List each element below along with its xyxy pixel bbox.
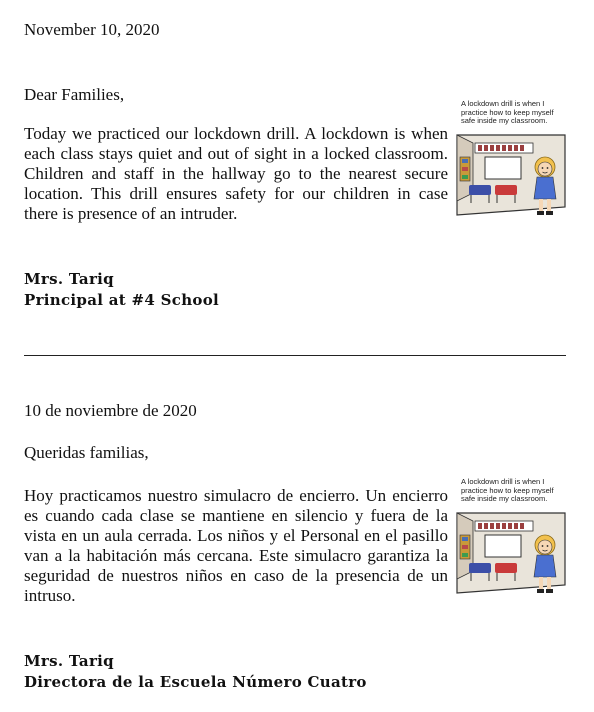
letter-date: November 10, 2020 xyxy=(24,20,160,39)
classroom-drawing-icon xyxy=(455,129,567,221)
signature-title: Principal at #4 School xyxy=(24,291,220,309)
illustration-caption: A lockdown drill is when I practice how to keep myself safe inside my classroom. xyxy=(461,99,554,125)
illustration-caption-es: A lockdown drill is when I practice how to keep myself safe inside my classroom. xyxy=(461,477,554,503)
classroom-drawing-icon xyxy=(455,507,567,599)
signature-name-es: Mrs. Tariq xyxy=(24,652,114,670)
lockdown-illustration-es xyxy=(455,478,567,599)
letter-greeting: Dear Families, xyxy=(24,85,125,104)
signature-name: Mrs. Tariq xyxy=(24,270,114,288)
signature-title-es: Directora de la Escuela Número Cuatro xyxy=(24,673,367,691)
letter-body: Today we practiced our lockdown drill. A lockdown is when each class stays quiet and out of sight in a locked classroom. Children and staff in the hallway go to the nearest secure location. This drill ensures safety for our children in case there is presence of an intruder. xyxy=(24,124,448,223)
lockdown-illustration xyxy=(455,100,567,221)
letter-greeting-es: Queridas familias, xyxy=(24,443,149,462)
section-divider xyxy=(24,355,566,356)
letter-date-es: 10 de noviembre de 2020 xyxy=(24,401,197,420)
letter-body-es: Hoy practicamos nuestro simulacro de encierro. Un encierro es cuando cada clase se mantiene en silencio y fuera de la vista en un aula cerrada. Los niños y el Personal en el pasillo van a la habitación más cercana. Este simulacro garantiza la seguridad de nuestros niños en caso de la presencia de un intruso. xyxy=(24,486,448,605)
